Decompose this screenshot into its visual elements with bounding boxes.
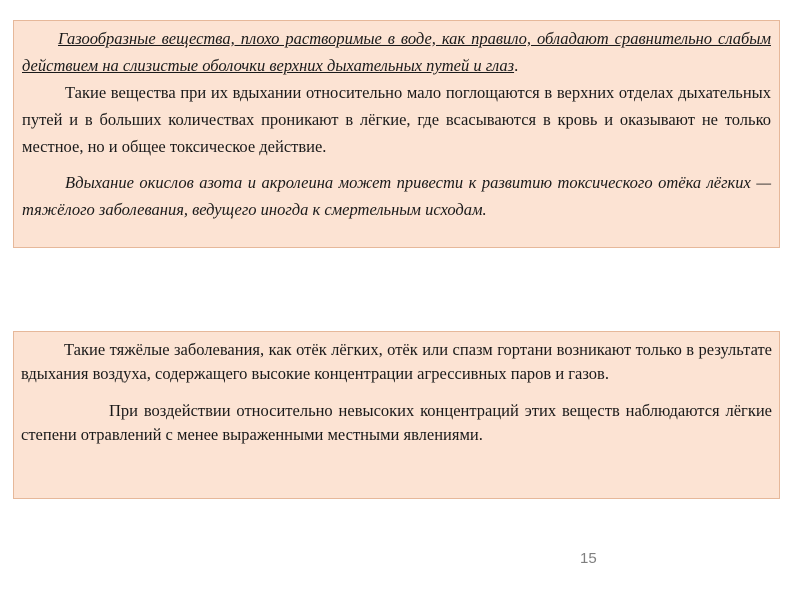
text-box-bottom xyxy=(13,331,780,499)
paragraph-inhalation-absorption: Такие вещества при их вдыхании относительно мало поглощаются в верхних отделах дыхательных путей и в больших количествах проникают в лёгкие, где всасываются в кровь и оказывают не только местное, но и общее токсическое действие. xyxy=(22,83,771,156)
slide-number: 15 xyxy=(580,550,597,567)
paragraph-low-concentrations: При воздействии относительно невысоких концентраций этих веществ наблюдаются лёгкие степени отравлений с менее выраженными местными явлениями. xyxy=(21,401,772,444)
paragraph-gases-low-solubility-period: . xyxy=(514,56,519,75)
text-box-top xyxy=(13,20,780,248)
paragraph-severe-diseases: Такие тяжёлые заболевания, как отёк лёгких, отёк или спазм гортани возникают только в результате вдыхания воздуха, содержащего высокие концентрации агрессивных паров и газов. xyxy=(21,340,772,383)
paragraph-gases-low-solubility xyxy=(22,25,771,79)
paragraph-nitrogen-oxides: Вдыхание окислов азота и акролеина может привести к развитию токсического отёка лёгких — тяжёлого заболевания, ведущего иногда к смертельным исходам. xyxy=(22,173,771,219)
paragraph-gases-low-solubility-text: Газообразные вещества, плохо растворимые в воде, как правило, обладают сравнительно слабым действием на слизистые оболочки верхних дыхательных путей и глаз xyxy=(22,29,771,75)
